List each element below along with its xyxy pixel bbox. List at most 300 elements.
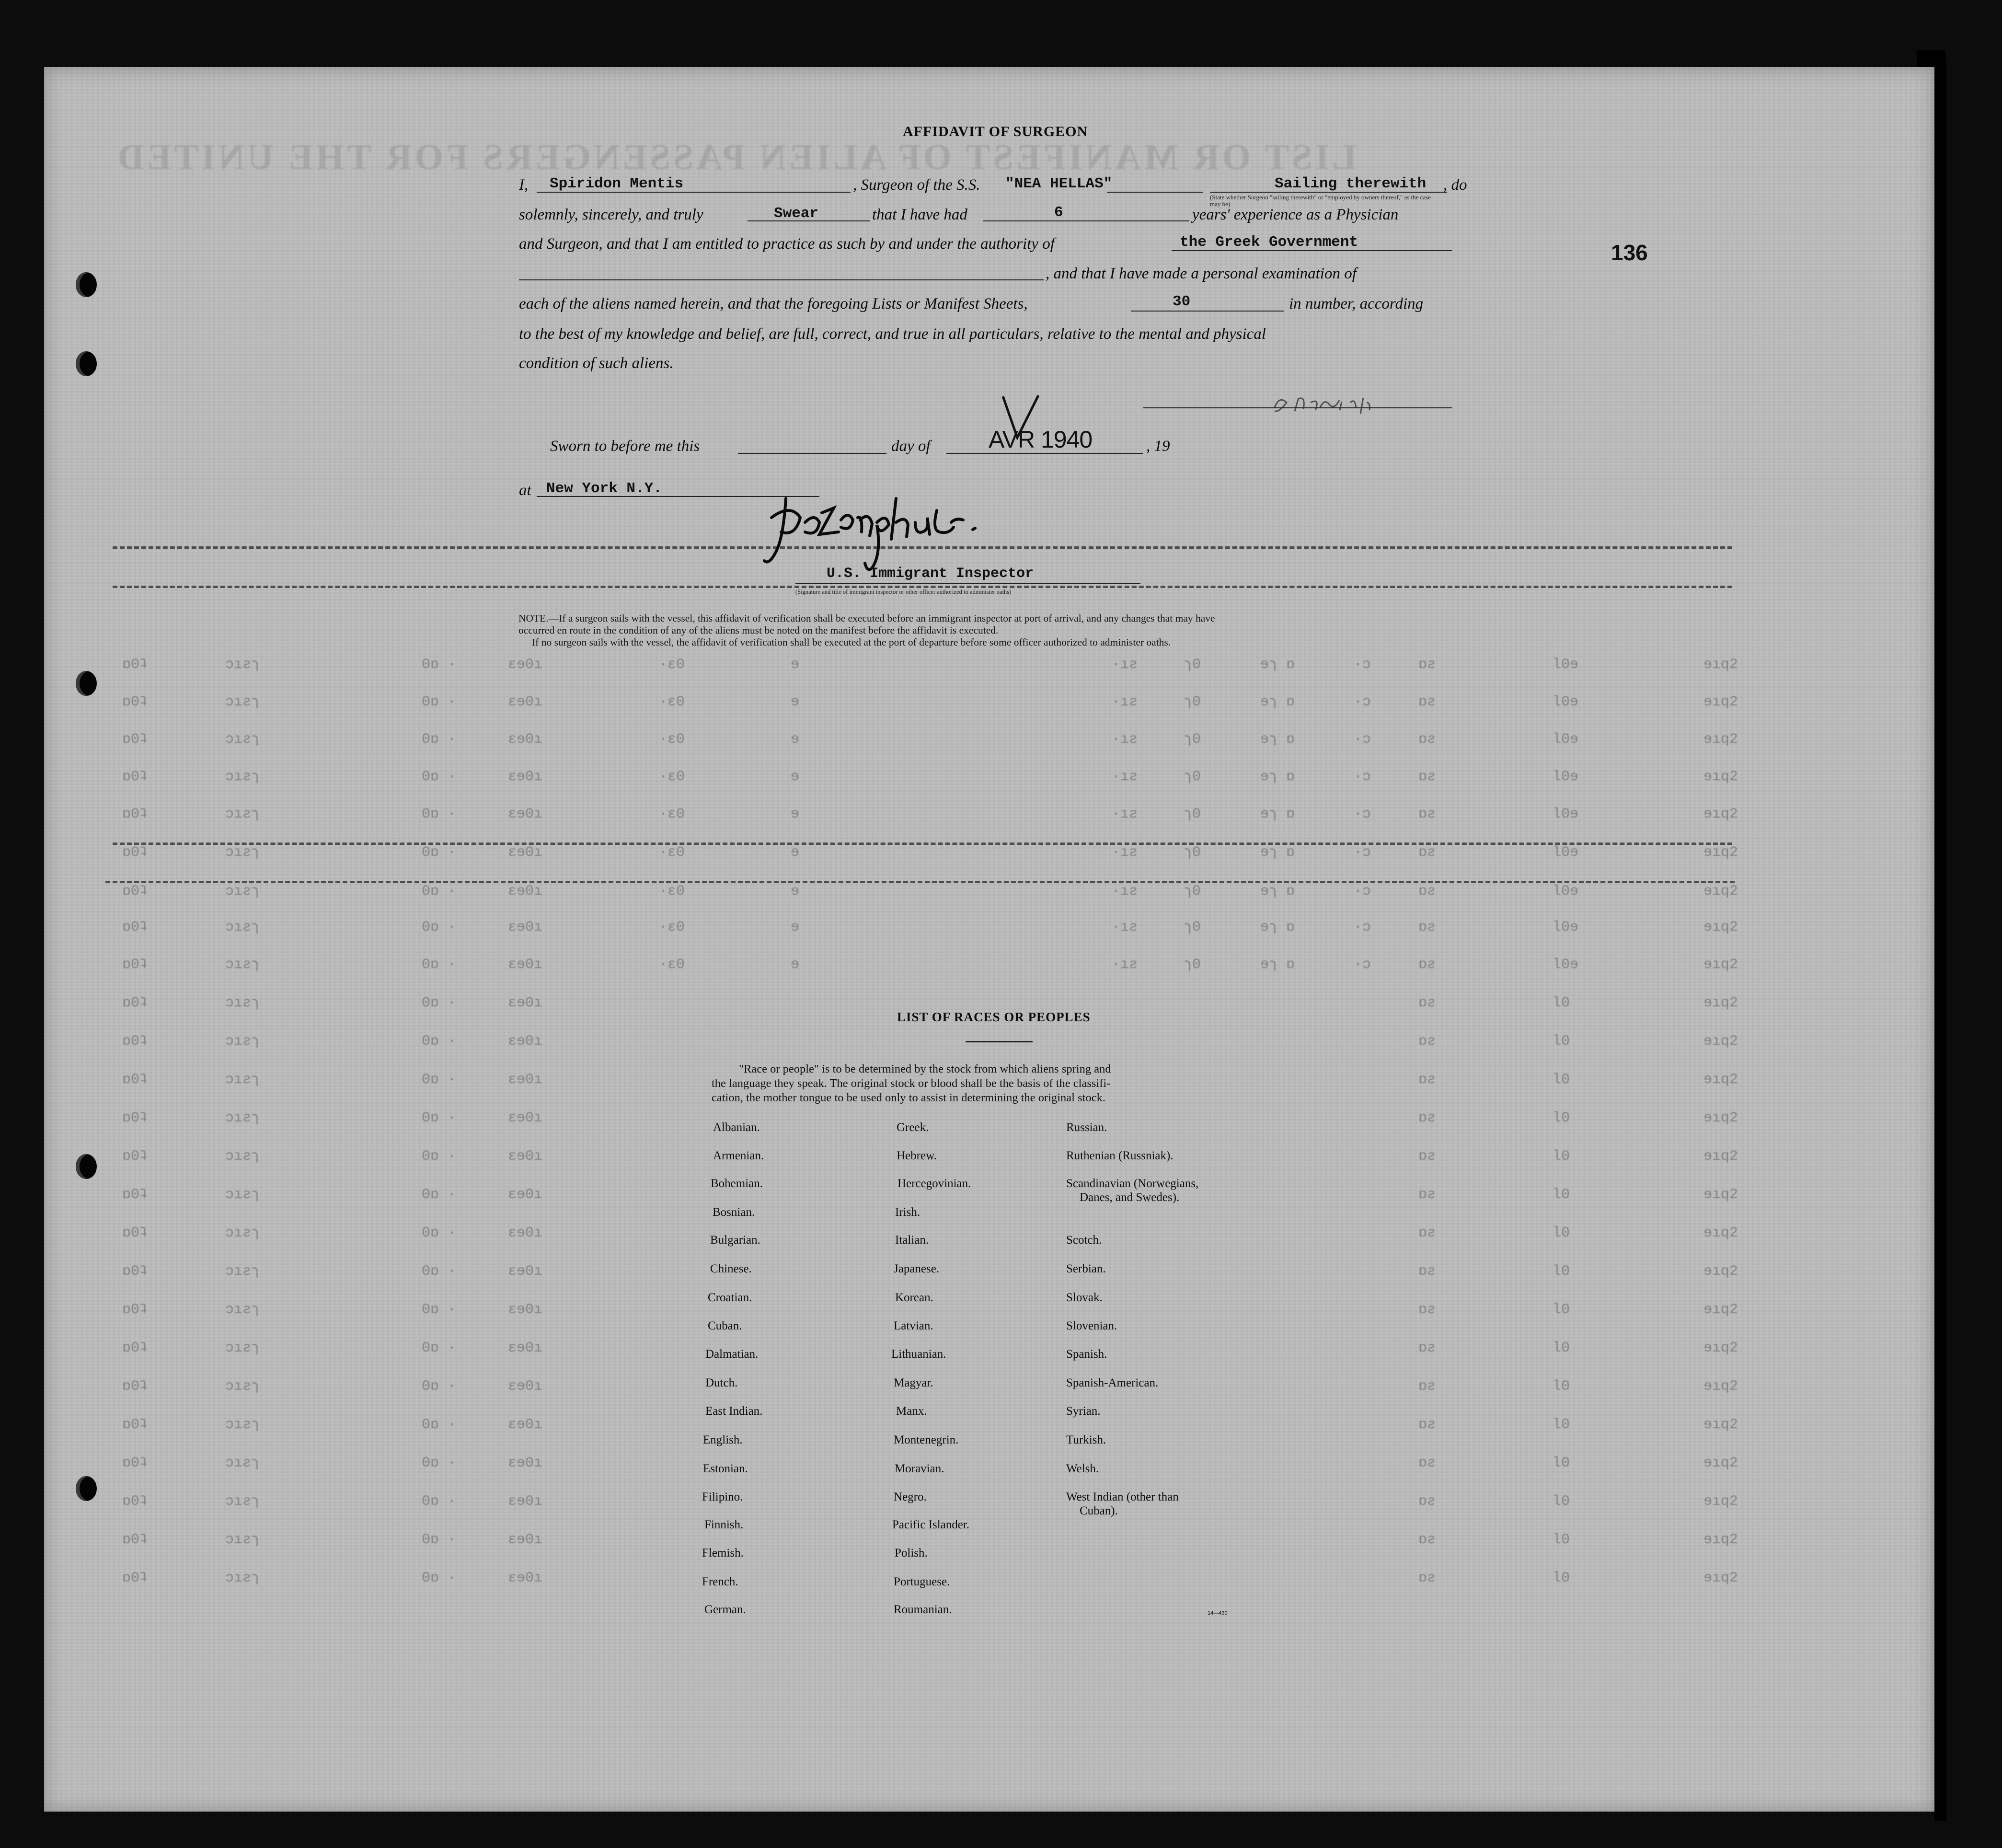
bleed-through-text: ɿ0 — [1184, 731, 1201, 748]
line5-suffix: in number, according — [1289, 295, 1424, 312]
bleed-through-text: ɒ0ʇ — [122, 657, 149, 673]
years-value: 6 — [1054, 204, 1063, 221]
bleed-through-text: ɘıq2 — [1703, 657, 1738, 673]
race-entry: Scotch. — [1066, 1234, 1102, 1247]
bleed-through-text: Ɩ0ɘ — [1553, 957, 1579, 973]
race-entry: West Indian (other than — [1066, 1490, 1179, 1503]
race-entry: Syrian. — [1066, 1405, 1101, 1418]
bleed-through-text: ɘɿ ɒ — [1260, 657, 1295, 673]
races-definition-3: cation, the mother tongue to be used only to assist in determining the original stock. — [712, 1091, 1105, 1104]
bleed-through-text: ·ıƨ — [1112, 883, 1138, 900]
race-entry: Irish. — [895, 1206, 920, 1219]
bleed-through-text: ɔıƨɿ — [225, 1493, 260, 1510]
bleed-through-text: ɒ0ʇ — [122, 883, 149, 900]
bleed-through-text: ɘıq2 — [1703, 1417, 1738, 1433]
bleed-through-text: ɛɘ0ı — [508, 1340, 543, 1356]
bleed-through-text: ɘıq2 — [1703, 806, 1738, 822]
bleed-through-text: ɒƨ — [1418, 1493, 1436, 1510]
bleed-through-text: ·ɛ0 — [659, 919, 685, 936]
bleed-through-text: ɒƨ — [1418, 1340, 1436, 1356]
bleed-through-text: ɘɿ ɒ — [1260, 694, 1295, 710]
bleed-through-text: Ɩ0ɘ — [1553, 694, 1579, 710]
bleed-through-text: ɒ0ʇ — [122, 1110, 149, 1126]
bleed-through-text: ɘıq2 — [1703, 919, 1738, 936]
bleed-through-text: ɒƨ — [1418, 1378, 1436, 1395]
scan-border-right — [1934, 58, 1946, 1821]
bleed-through-text: ɒ0ʇ — [122, 1378, 149, 1395]
bleed-through-text: ɘɿ ɒ — [1260, 844, 1295, 861]
inspector-caption: (Signature and title of immigrant inspector or other officer authorized to administer oaths) — [795, 589, 1012, 595]
surgeon-name: Spiridon Mentis — [550, 175, 684, 192]
bleed-through-text: Ɩ0 — [1553, 1110, 1570, 1126]
race-entry: Japanese. — [894, 1262, 940, 1275]
bleed-through-text: ɛɘ0ı — [508, 1263, 543, 1280]
bleed-through-text: ɒ0ʇ — [122, 1493, 149, 1510]
bleed-through-text: ɒ0ʇ — [122, 731, 149, 748]
bleed-through-text: ɘɿ ɒ — [1260, 806, 1295, 822]
races-title: LIST OF RACES OR PEOPLES — [897, 1010, 1091, 1024]
bleed-through-text: ɔıƨɿ — [225, 1187, 260, 1203]
bleed-through-text: ɒƨ — [1418, 883, 1436, 900]
bleed-through-text: ɛɘ0ı — [508, 883, 543, 900]
ship-name: "NEA HELLAS" — [1005, 175, 1113, 192]
race-entry: Latvian. — [894, 1319, 933, 1332]
race-entry: Scandinavian (Norwegians, — [1066, 1177, 1199, 1190]
bleed-through-text: ɛɘ0ı — [508, 1532, 543, 1548]
bleed-through-text: ·ɔ — [1354, 769, 1371, 785]
surgeon-of-label: , Surgeon of the S.S. — [853, 176, 980, 194]
binder-hole — [76, 671, 97, 696]
sworn-year-label: , 19 — [1146, 438, 1170, 455]
bleed-through-text: ɔıƨɿ — [225, 1532, 260, 1548]
bleed-through-text: 0ɒ · — [422, 1187, 457, 1203]
capacity-note: (State whether Surgeon "sailing therewith" or "employed by owners thereof," as the case may be) — [1210, 194, 1431, 208]
bleed-through-text: ɘıq2 — [1703, 694, 1738, 710]
race-entry: Hebrew. — [897, 1149, 937, 1162]
race-entry: Turkish. — [1066, 1433, 1106, 1446]
sworn-day-label: day of — [891, 438, 931, 455]
form-code: 14—430 — [1208, 1610, 1228, 1616]
bleed-through-text: ·ɛ0 — [659, 957, 685, 973]
bleed-through-text: ɒƨ — [1418, 1225, 1436, 1241]
bleed-through-text: 0ɒ · — [422, 1378, 457, 1395]
sworn-day-blank — [738, 453, 886, 454]
bleed-through-text: ɿ0 — [1184, 769, 1201, 785]
bleed-through-text: ɔıƨɿ — [225, 883, 260, 900]
bleed-through-text: ɘ — [791, 769, 800, 785]
bleed-through-text: 0ɒ · — [422, 657, 457, 673]
bleed-through-text: Ɩ0 — [1553, 995, 1570, 1011]
bleed-through-text: ɒ0ʇ — [122, 694, 149, 710]
bleed-through-text: ɒ0ʇ — [122, 1187, 149, 1203]
bleed-through-text: ·ɔ — [1354, 919, 1371, 936]
line7: condition of such aliens. — [519, 355, 674, 372]
place-value: New York N.Y. — [546, 480, 662, 497]
bleed-through-text: ɘıq2 — [1703, 769, 1738, 785]
bleed-through-text: ɔıƨɿ — [225, 806, 260, 822]
bleed-through-text: ɛɘ0ı — [508, 1187, 543, 1203]
bleed-through-text: ɒ0ʇ — [122, 806, 149, 822]
bleed-through-text: 0ɒ · — [422, 919, 457, 936]
race-entry: Dalmatian. — [705, 1348, 759, 1361]
bleed-through-text: ɛɘ0ı — [508, 957, 543, 973]
bleed-through-text: Ɩ0 — [1553, 1302, 1570, 1318]
bleed-through-text: ɘıq2 — [1703, 957, 1738, 973]
bleed-through-text: ɒƨ — [1418, 1532, 1436, 1548]
bleed-through-text: 0ɒ · — [422, 1493, 457, 1510]
bleed-through-text: 0ɒ · — [422, 806, 457, 822]
bleed-through-text: ɘıq2 — [1703, 1072, 1738, 1088]
ship-blank — [1107, 192, 1203, 193]
bleed-through-text: ɔıƨɿ — [225, 919, 260, 936]
race-entry: Polish. — [895, 1547, 928, 1559]
bleed-through-text: Ɩ0 — [1553, 1072, 1570, 1088]
bleed-through-text: ɘıq2 — [1703, 1148, 1738, 1165]
bleed-through-text: ɘıq2 — [1703, 1110, 1738, 1126]
bleed-through-text: ɘıq2 — [1703, 1225, 1738, 1241]
bleed-through-text: ɿ0 — [1184, 919, 1201, 936]
bleed-through-text: 0ɒ · — [422, 844, 457, 861]
bleed-through-text: ɔıƨɿ — [225, 1110, 260, 1126]
race-entry: Estonian. — [703, 1462, 748, 1475]
line3-prefix: and Surgeon, and that I am entitled to practice as such by and under the authority of — [519, 235, 1055, 253]
inspector-title: U.S. Immigrant Inspector — [827, 566, 1034, 582]
date-stamp: AVR 1940 — [989, 426, 1093, 453]
bleed-through-text: ɒƨ — [1418, 1110, 1436, 1126]
bleed-through-text: Ɩ0 — [1553, 1340, 1570, 1356]
line4-suffix: , and that I have made a personal examination of — [1046, 265, 1357, 282]
bleed-through-text: 0ɒ · — [422, 1225, 457, 1241]
surgeon-signature — [1265, 388, 1457, 417]
line2-suffix: years' experience as a Physician — [1192, 206, 1399, 223]
sworn-prefix: Sworn to before me this — [550, 438, 700, 455]
bleed-through-text: ɛɘ0ı — [508, 1110, 543, 1126]
bleed-through-text: ɒƨ — [1418, 1148, 1436, 1165]
authority-continuation-blank — [519, 279, 1044, 280]
bleed-through-text: ɿ0 — [1184, 883, 1201, 900]
bleed-through-text: Ɩ0 — [1553, 1148, 1570, 1165]
bleed-through-rule — [113, 586, 1732, 588]
race-entry: Danes, and Swedes). — [1080, 1191, 1180, 1204]
bleed-through-text: 0ɒ · — [422, 769, 457, 785]
race-entry: Moravian. — [895, 1462, 944, 1475]
bleed-through-text: ɘıq2 — [1703, 1570, 1738, 1586]
bleed-through-text: Ɩ0ɘ — [1553, 657, 1579, 673]
bleed-through-text: 0ɒ · — [422, 1340, 457, 1356]
race-entry: French. — [702, 1575, 738, 1588]
bleed-through-text: Ɩ0 — [1553, 1570, 1570, 1586]
race-entry: Roumanian. — [894, 1603, 952, 1616]
bleed-through-text: ɒ0ʇ — [122, 1225, 149, 1241]
race-entry: Armenian. — [713, 1149, 764, 1162]
race-entry: Spanish-American. — [1066, 1376, 1159, 1389]
bleed-through-text: 0ɒ · — [422, 1455, 457, 1471]
bleed-through-text: ɛɘ0ı — [508, 919, 543, 936]
bleed-through-text: ɒƨ — [1418, 844, 1436, 861]
bleed-through-text: 0ɒ · — [422, 1033, 457, 1050]
bleed-through-text: ·ɔ — [1354, 957, 1371, 973]
bleed-through-text: ɒƨ — [1418, 1570, 1436, 1586]
bleed-through-text: ɿ0 — [1184, 806, 1201, 822]
bleed-through-text: ɘ — [791, 919, 800, 936]
bleed-through-text: ɒ0ʇ — [122, 1570, 149, 1586]
bleed-through-text: ɘıq2 — [1703, 995, 1738, 1011]
bleed-through-text: ɔıƨɿ — [225, 1378, 260, 1395]
bleed-through-text: ·ɛ0 — [659, 883, 685, 900]
bleed-through-text: ·ɔ — [1354, 731, 1371, 748]
bleed-through-text: Ɩ0 — [1553, 1033, 1570, 1050]
bleed-through-text: ɘɿ ɒ — [1260, 957, 1295, 973]
races-definition-2: the language they speak. The original stock or blood shall be the basis of the classifi- — [712, 1077, 1111, 1090]
race-entry: Croatian. — [708, 1291, 752, 1304]
bleed-through-text: 0ɒ · — [422, 1263, 457, 1280]
bleed-through-text: ·ıƨ — [1112, 731, 1138, 748]
bleed-through-text: ·ɛ0 — [659, 694, 685, 710]
bleed-through-text: ɛɘ0ı — [508, 844, 543, 861]
bleed-through-rule — [113, 843, 1732, 845]
oath-value: Swear — [774, 205, 819, 222]
race-entry: Serbian. — [1066, 1262, 1106, 1275]
bleed-through-text: ·ɔ — [1354, 694, 1371, 710]
bleed-through-text: ɘıq2 — [1703, 1340, 1738, 1356]
bleed-through-text: ɛɘ0ı — [508, 1417, 543, 1433]
bleed-through-text: ɛɘ0ı — [508, 1493, 543, 1510]
bleed-through-text: ɒ0ʇ — [122, 1148, 149, 1165]
bleed-through-text: ɒ0ʇ — [122, 1072, 149, 1088]
bleed-through-text: ɒ0ʇ — [122, 919, 149, 936]
bleed-through-text: Ɩ0 — [1553, 1225, 1570, 1241]
bleed-through-text: ɛɘ0ı — [508, 769, 543, 785]
race-entry: Albanian. — [713, 1121, 760, 1134]
bleed-through-text: ɒ0ʇ — [122, 1417, 149, 1433]
bleed-through-text: Ɩ0ɘ — [1553, 731, 1579, 748]
bleed-through-text: Ɩ0 — [1553, 1263, 1570, 1280]
bleed-through-text: ɘɿ ɒ — [1260, 769, 1295, 785]
bleed-through-text: ɿ0 — [1184, 694, 1201, 710]
binder-hole — [76, 351, 97, 376]
line2-mid: that I have had — [872, 206, 967, 223]
race-entry: Dutch. — [705, 1376, 738, 1389]
bleed-through-text: ɛɘ0ı — [508, 1455, 543, 1471]
race-entry: Slovak. — [1066, 1291, 1103, 1304]
race-entry: Bulgarian. — [710, 1234, 760, 1247]
bleed-through-text: ɛɘ0ı — [508, 1072, 543, 1088]
bleed-through-text: ·ɔ — [1354, 806, 1371, 822]
bleed-through-text: ɛɘ0ı — [508, 731, 543, 748]
bleed-through-text: ·ıƨ — [1112, 806, 1138, 822]
bleed-through-text: ·ɔ — [1354, 844, 1371, 861]
line6: to the best of my knowledge and belief, are full, correct, and true in all particulars, relative to the mental and physical — [519, 325, 1266, 343]
bleed-through-text: ɘ — [791, 731, 800, 748]
bleed-through-text: ɘıq2 — [1703, 883, 1738, 900]
bleed-through-text: 0ɒ · — [422, 731, 457, 748]
bleed-through-text: ɒƨ — [1418, 1417, 1436, 1433]
bleed-through-text: ɒƨ — [1418, 1072, 1436, 1088]
bleed-through-text: ɘɿ ɒ — [1260, 883, 1295, 900]
bleed-through-text: ɒƨ — [1418, 1187, 1436, 1203]
bleed-through-text: ɒƨ — [1418, 769, 1436, 785]
bleed-through-text: ɔıƨɿ — [225, 844, 260, 861]
bleed-through-text: ɛɘ0ı — [508, 1225, 543, 1241]
bleed-through-text: ·ıƨ — [1112, 844, 1138, 861]
bleed-through-text: ɒƨ — [1418, 657, 1436, 673]
bleed-through-text: ɛɘ0ı — [508, 657, 543, 673]
bleed-through-text: Ɩ0ɘ — [1553, 806, 1579, 822]
bleed-through-text: ɛɘ0ı — [508, 1302, 543, 1318]
bleed-through-text: ·ıƨ — [1112, 694, 1138, 710]
bleed-through-text: ɒƨ — [1418, 919, 1436, 936]
race-entry: Italian. — [895, 1234, 929, 1247]
bleed-through-text: Ɩ0ɘ — [1553, 919, 1579, 936]
race-entry: Slovenian. — [1066, 1319, 1117, 1332]
bleed-through-text: Ɩ0 — [1553, 1187, 1570, 1203]
bleed-through-text: 0ɒ · — [422, 883, 457, 900]
bleed-through-text: ·ɛ0 — [659, 657, 685, 673]
line5-prefix: each of the aliens named herein, and that the foregoing Lists or Manifest Sheets, — [519, 295, 1028, 312]
race-entry: English. — [703, 1433, 743, 1446]
bleed-through-text: Ɩ0 — [1553, 1455, 1570, 1471]
race-entry: Flemish. — [702, 1547, 744, 1559]
bleed-through-text: ɒƨ — [1418, 806, 1436, 822]
bleed-through-text: Ɩ0ɘ — [1553, 844, 1579, 861]
bleed-through-text: ɘıq2 — [1703, 1302, 1738, 1318]
bleed-through-text: 0ɒ · — [422, 957, 457, 973]
line1-prefix: I, — [519, 176, 529, 194]
bleed-through-text: ɛɘ0ı — [508, 995, 543, 1011]
bleed-through-text: ɒƨ — [1418, 1455, 1436, 1471]
bleed-through-text: ɿ0 — [1184, 957, 1201, 973]
bleed-through-text: ɘıq2 — [1703, 1455, 1738, 1471]
page-number: 136 — [1611, 240, 1648, 265]
race-entry: Finnish. — [704, 1518, 744, 1531]
race-entry: Welsh. — [1066, 1462, 1099, 1475]
race-entry: Portuguese. — [894, 1575, 950, 1588]
bleed-through-text: ɔıƨɿ — [225, 1340, 260, 1356]
race-entry: Manx. — [896, 1405, 927, 1418]
bleed-through-text: ɒƨ — [1418, 957, 1436, 973]
bleed-through-text: ɒ0ʇ — [122, 1340, 149, 1356]
capacity-value: Sailing therewith — [1275, 175, 1427, 192]
bleed-through-text: ɔıƨɿ — [225, 1455, 260, 1471]
bleed-through-text: Ɩ0 — [1553, 1378, 1570, 1395]
bleed-through-text: ɔıƨɿ — [225, 1302, 260, 1318]
bleed-through-text: ɒƨ — [1418, 995, 1436, 1011]
bleed-through-text: ɒ0ʇ — [122, 957, 149, 973]
bleed-through-text: ·ɛ0 — [659, 731, 685, 748]
bleed-through-text: Ɩ0ɘ — [1553, 769, 1579, 785]
bleed-through-text: ɘıq2 — [1703, 731, 1738, 748]
bleed-through-text: ɒƨ — [1418, 694, 1436, 710]
race-entry: East Indian. — [705, 1405, 763, 1418]
bleed-through-text: 0ɒ · — [422, 1148, 457, 1165]
bleed-through-text: ·ɔ — [1354, 657, 1371, 673]
bleed-through-text: ɔıƨɿ — [225, 1225, 260, 1241]
bleed-through-text: ɔıƨɿ — [225, 957, 260, 973]
line1-suffix: , do — [1443, 176, 1467, 194]
race-entry: Cuban. — [708, 1319, 742, 1332]
bleed-through-text: ɒƨ — [1418, 1263, 1436, 1280]
bleed-through-text: ·ɛ0 — [659, 806, 685, 822]
race-entry: Magyar. — [894, 1376, 933, 1389]
race-entry: German. — [704, 1603, 746, 1616]
bleed-through-text: ɘıq2 — [1703, 1033, 1738, 1050]
race-entry: Filipino. — [702, 1490, 743, 1503]
bleed-through-text: ɔıƨɿ — [225, 731, 260, 748]
bleed-through-text: ɿ0 — [1184, 657, 1201, 673]
bleed-through-text: ɒ0ʇ — [122, 1455, 149, 1471]
bleed-through-text: ɘɿ ɒ — [1260, 731, 1295, 748]
bleed-through-text: ·ɔ — [1354, 883, 1371, 900]
race-entry: Pacific Islander. — [892, 1518, 970, 1531]
at-prefix: at — [519, 482, 531, 499]
bleed-through-text: ɒƨ — [1418, 731, 1436, 748]
race-entry: Lithuanian. — [891, 1348, 946, 1361]
bleed-through-text: 0ɒ · — [422, 1532, 457, 1548]
bleed-through-text: ɘ — [791, 957, 800, 973]
bleed-through-text: 0ɒ · — [422, 1302, 457, 1318]
bleed-through-text: ·ıƨ — [1112, 657, 1138, 673]
bleed-through-text: ɛɘ0ı — [508, 1148, 543, 1165]
bleed-through-text: ɛɘ0ı — [508, 1570, 543, 1586]
bleed-through-text: ɔıƨɿ — [225, 1033, 260, 1050]
race-entry: Korean. — [895, 1291, 933, 1304]
binder-hole — [76, 1154, 97, 1179]
race-entry: Hercegovinian. — [897, 1177, 971, 1190]
bleed-through-text: ɘ — [791, 694, 800, 710]
race-entry: Montenegrin. — [894, 1433, 959, 1446]
years-blank — [983, 220, 1189, 221]
bleed-through-text: ɔıƨɿ — [225, 769, 260, 785]
bleed-through-text: ɒ0ʇ — [122, 1033, 149, 1050]
bleed-through-text: Ɩ0 — [1553, 1417, 1570, 1433]
bleed-through-text: ɘɿ ɒ — [1260, 919, 1295, 936]
bleed-through-text: 0ɒ · — [422, 1072, 457, 1088]
note-line-2: occurred en route in the condition of any of the aliens must be noted on the manifest before the affidavit is executed. — [518, 624, 999, 636]
bleed-through-text: ɘıq2 — [1703, 1187, 1738, 1203]
bleed-through-text: ɔıƨɿ — [225, 1072, 260, 1088]
bleed-through-text: ɘıq2 — [1703, 1532, 1738, 1548]
bleed-through-text: ɘıq2 — [1703, 1493, 1738, 1510]
bleed-through-text: ɛɘ0ı — [508, 694, 543, 710]
race-entry: Bohemian. — [711, 1177, 763, 1190]
race-entry: Russian. — [1066, 1121, 1107, 1134]
bleed-through-text: ɒƨ — [1418, 1302, 1436, 1318]
bleed-through-text: ɔıƨɿ — [225, 1570, 260, 1586]
race-entry: Bosnian. — [713, 1206, 755, 1219]
race-entry: Spanish. — [1066, 1348, 1107, 1361]
bleed-through-text: ɔıƨɿ — [225, 1263, 260, 1280]
bleed-through-text: ·ɛ0 — [659, 769, 685, 785]
binder-hole — [76, 272, 97, 297]
race-entry: Ruthenian (Russniak). — [1066, 1149, 1174, 1162]
bleed-through-text: ɘ — [791, 657, 800, 673]
note-line-3: If no surgeon sails with the vessel, the affidavit of verification shall be executed at the port of departure before some officer authorized to administer oaths. — [532, 636, 1171, 648]
bleed-through-text: Ɩ0 — [1553, 1493, 1570, 1510]
bleed-through-title: LIST OR MANIFEST OF ALIEN PASSENGERS FOR THE UNITED — [115, 137, 1357, 177]
bleed-through-text: ɔıƨɿ — [225, 657, 260, 673]
line2-prefix: solemnly, sincerely, and truly — [519, 206, 703, 223]
bleed-through-text: ɿ0 — [1184, 844, 1201, 861]
race-entry: Cuban). — [1080, 1504, 1118, 1517]
bleed-through-text: 0ɒ · — [422, 1570, 457, 1586]
bleed-through-text: ɔıƨɿ — [225, 995, 260, 1011]
bleed-through-text: ɘıq2 — [1703, 844, 1738, 861]
sheets-blank — [1131, 311, 1284, 312]
races-definition-1: "Race or people" is to be determined by the stock from which aliens spring and — [739, 1063, 1111, 1075]
note-line-1: NOTE.—If a surgeon sails with the vessel, this affidavit of verification shall be executed before an immigrant inspector at port of arrival, and any changes that may have — [518, 612, 1215, 624]
bleed-through-text: Ɩ0 — [1553, 1532, 1570, 1548]
bleed-through-text: ɔıƨɿ — [225, 1417, 260, 1433]
